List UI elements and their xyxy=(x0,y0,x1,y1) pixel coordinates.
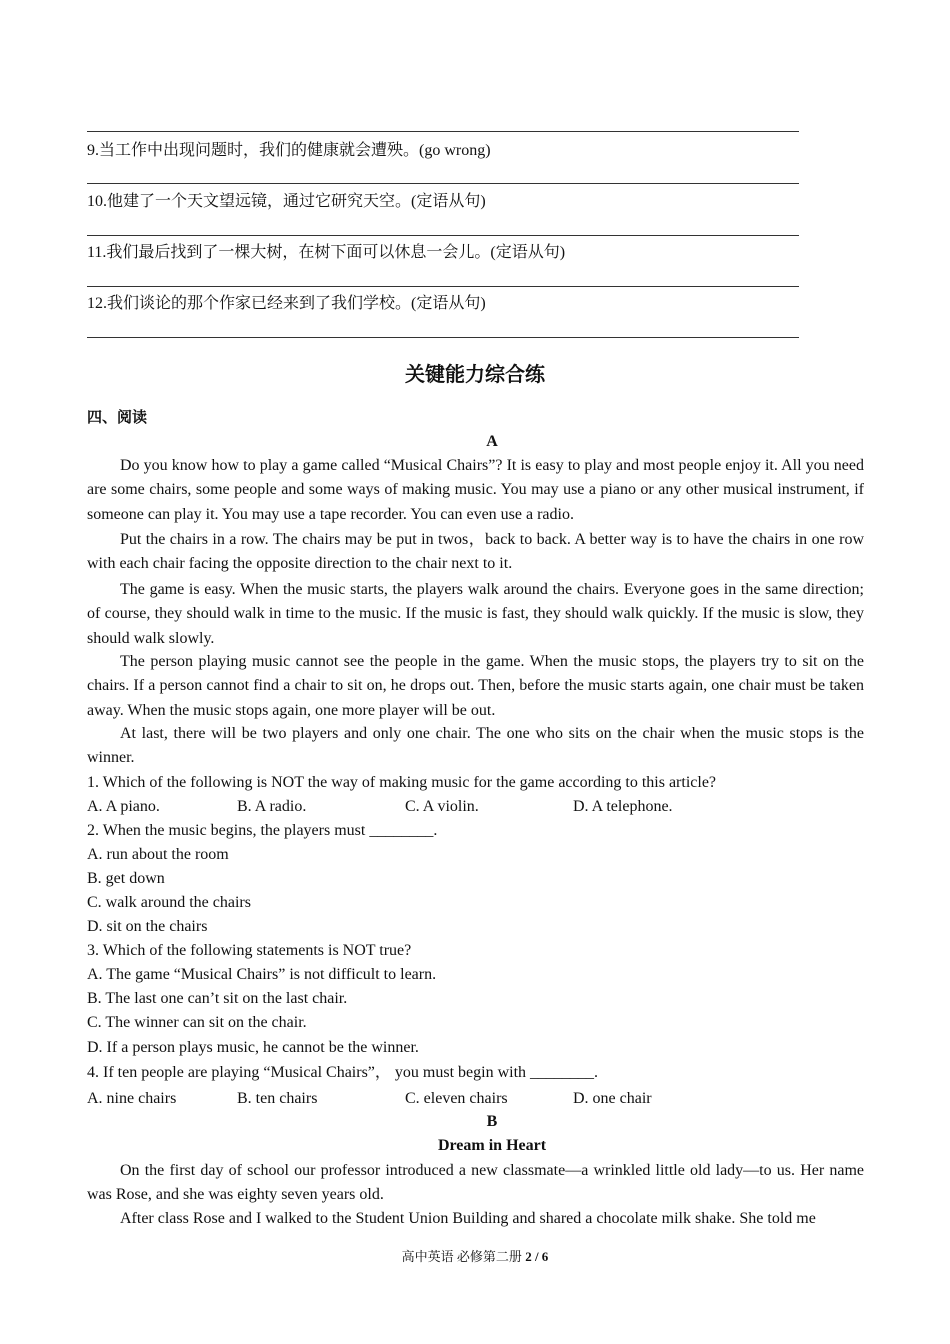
passage-title: Dream in Heart xyxy=(437,1137,547,1154)
paragraph: The person playing music cannot see the people in the game. When the music stops, the players try to sit on the chairs. If a person cannot find a chair to sit on, he drops out. Then, before the music starts again, one chair must be taken away. When the music stops again, one more player will be out. xyxy=(87,653,864,719)
answer-option: B. The last one can’t sit on the last chair. xyxy=(87,990,348,1007)
answer-line xyxy=(87,183,799,184)
translation-item: 12.我们谈论的那个作家已经来到了我们学校。(定语从句) xyxy=(87,295,486,312)
paragraph: Do you know how to play a game called “Musical Chairs”? It is easy to play and most people enjoy it. All you need are some chairs, some people and some ways of making music. You may use a piano or any other musical instrument, if someone can play it. You may use a tape recorder. You can even use a radio. xyxy=(87,457,864,523)
question-stem: 2. When the music begins, the players must ________. xyxy=(87,822,438,839)
answer-line xyxy=(87,235,799,236)
answer-option: A. A piano. xyxy=(87,798,160,815)
paragraph: At last, there will be two players and only one chair. The one who sits on the chair when the music stops is the winner. xyxy=(87,725,864,767)
answer-option: A. nine chairs xyxy=(87,1090,177,1107)
passage-label: B xyxy=(486,1113,498,1130)
answer-option: B. ten chairs xyxy=(237,1090,318,1107)
answer-option: D. one chair xyxy=(573,1090,652,1107)
paragraph: On the first day of school our professor introduced a new classmate—a wrinkled little old lady—to us. Her name was Rose, and she was eighty seven years old. xyxy=(87,1162,864,1204)
paragraph: The game is easy. When the music starts, the players walk around the chairs. Everyone goes in the same direction; of course, they should walk in time to the music. If the music is fast, they should walk quickly. If the music is slow, they should walk slowly. xyxy=(87,581,864,647)
page-number: 2 / 6 xyxy=(525,1249,549,1264)
paragraph: Put the chairs in a row. The chairs may be put in twos，back to back. A better way is to have the chairs in one row with each chair facing the opposite direction to the chair next to it. xyxy=(87,531,864,573)
page-footer xyxy=(0,1246,950,1265)
question-stem: 1. Which of the following is NOT the way of making music for the game according to this article? xyxy=(87,774,717,791)
answer-option: A. run about the room xyxy=(87,846,229,863)
answer-option: C. The winner can sit on the chair. xyxy=(87,1014,307,1031)
answer-line xyxy=(87,131,799,132)
answer-option: D. sit on the chairs xyxy=(87,918,208,935)
answer-line xyxy=(87,286,799,287)
footer-text: 高中英语 必修第二册 xyxy=(401,1249,526,1264)
answer-option: D. If a person plays music, he cannot be the winner. xyxy=(87,1039,419,1056)
section-heading: 四、阅读 xyxy=(87,408,148,426)
answer-option: C. walk around the chairs xyxy=(87,894,251,911)
answer-option: C. eleven chairs xyxy=(405,1090,508,1107)
answer-option: C. A violin. xyxy=(405,798,479,815)
question-stem: 3. Which of the following statements is NOT true? xyxy=(87,942,412,959)
answer-option: A. The game “Musical Chairs” is not difficult to learn. xyxy=(87,966,437,983)
answer-line xyxy=(87,337,799,338)
page-title: 关键能力综合练 xyxy=(405,362,545,386)
answer-option: D. A telephone. xyxy=(573,798,673,815)
translation-item: 10.他建了一个天文望远镜，通过它研究天空。(定语从句) xyxy=(87,193,486,210)
answer-option: B. get down xyxy=(87,870,165,887)
translation-item: 9.当工作中出现问题时，我们的健康就会遭殃。(go wrong) xyxy=(87,142,491,159)
passage-label: A xyxy=(486,433,498,450)
paragraph: After class Rose and I walked to the Student Union Building and shared a chocolate milk shake. She told me xyxy=(120,1210,816,1227)
answer-option: B. A radio. xyxy=(237,798,307,815)
translation-item: 11.我们最后找到了一棵大树，在树下面可以休息一会儿。(定语从句) xyxy=(87,244,566,261)
question-stem: 4. If ten people are playing “Musical Chairs”， you must begin with ________. xyxy=(87,1064,599,1081)
